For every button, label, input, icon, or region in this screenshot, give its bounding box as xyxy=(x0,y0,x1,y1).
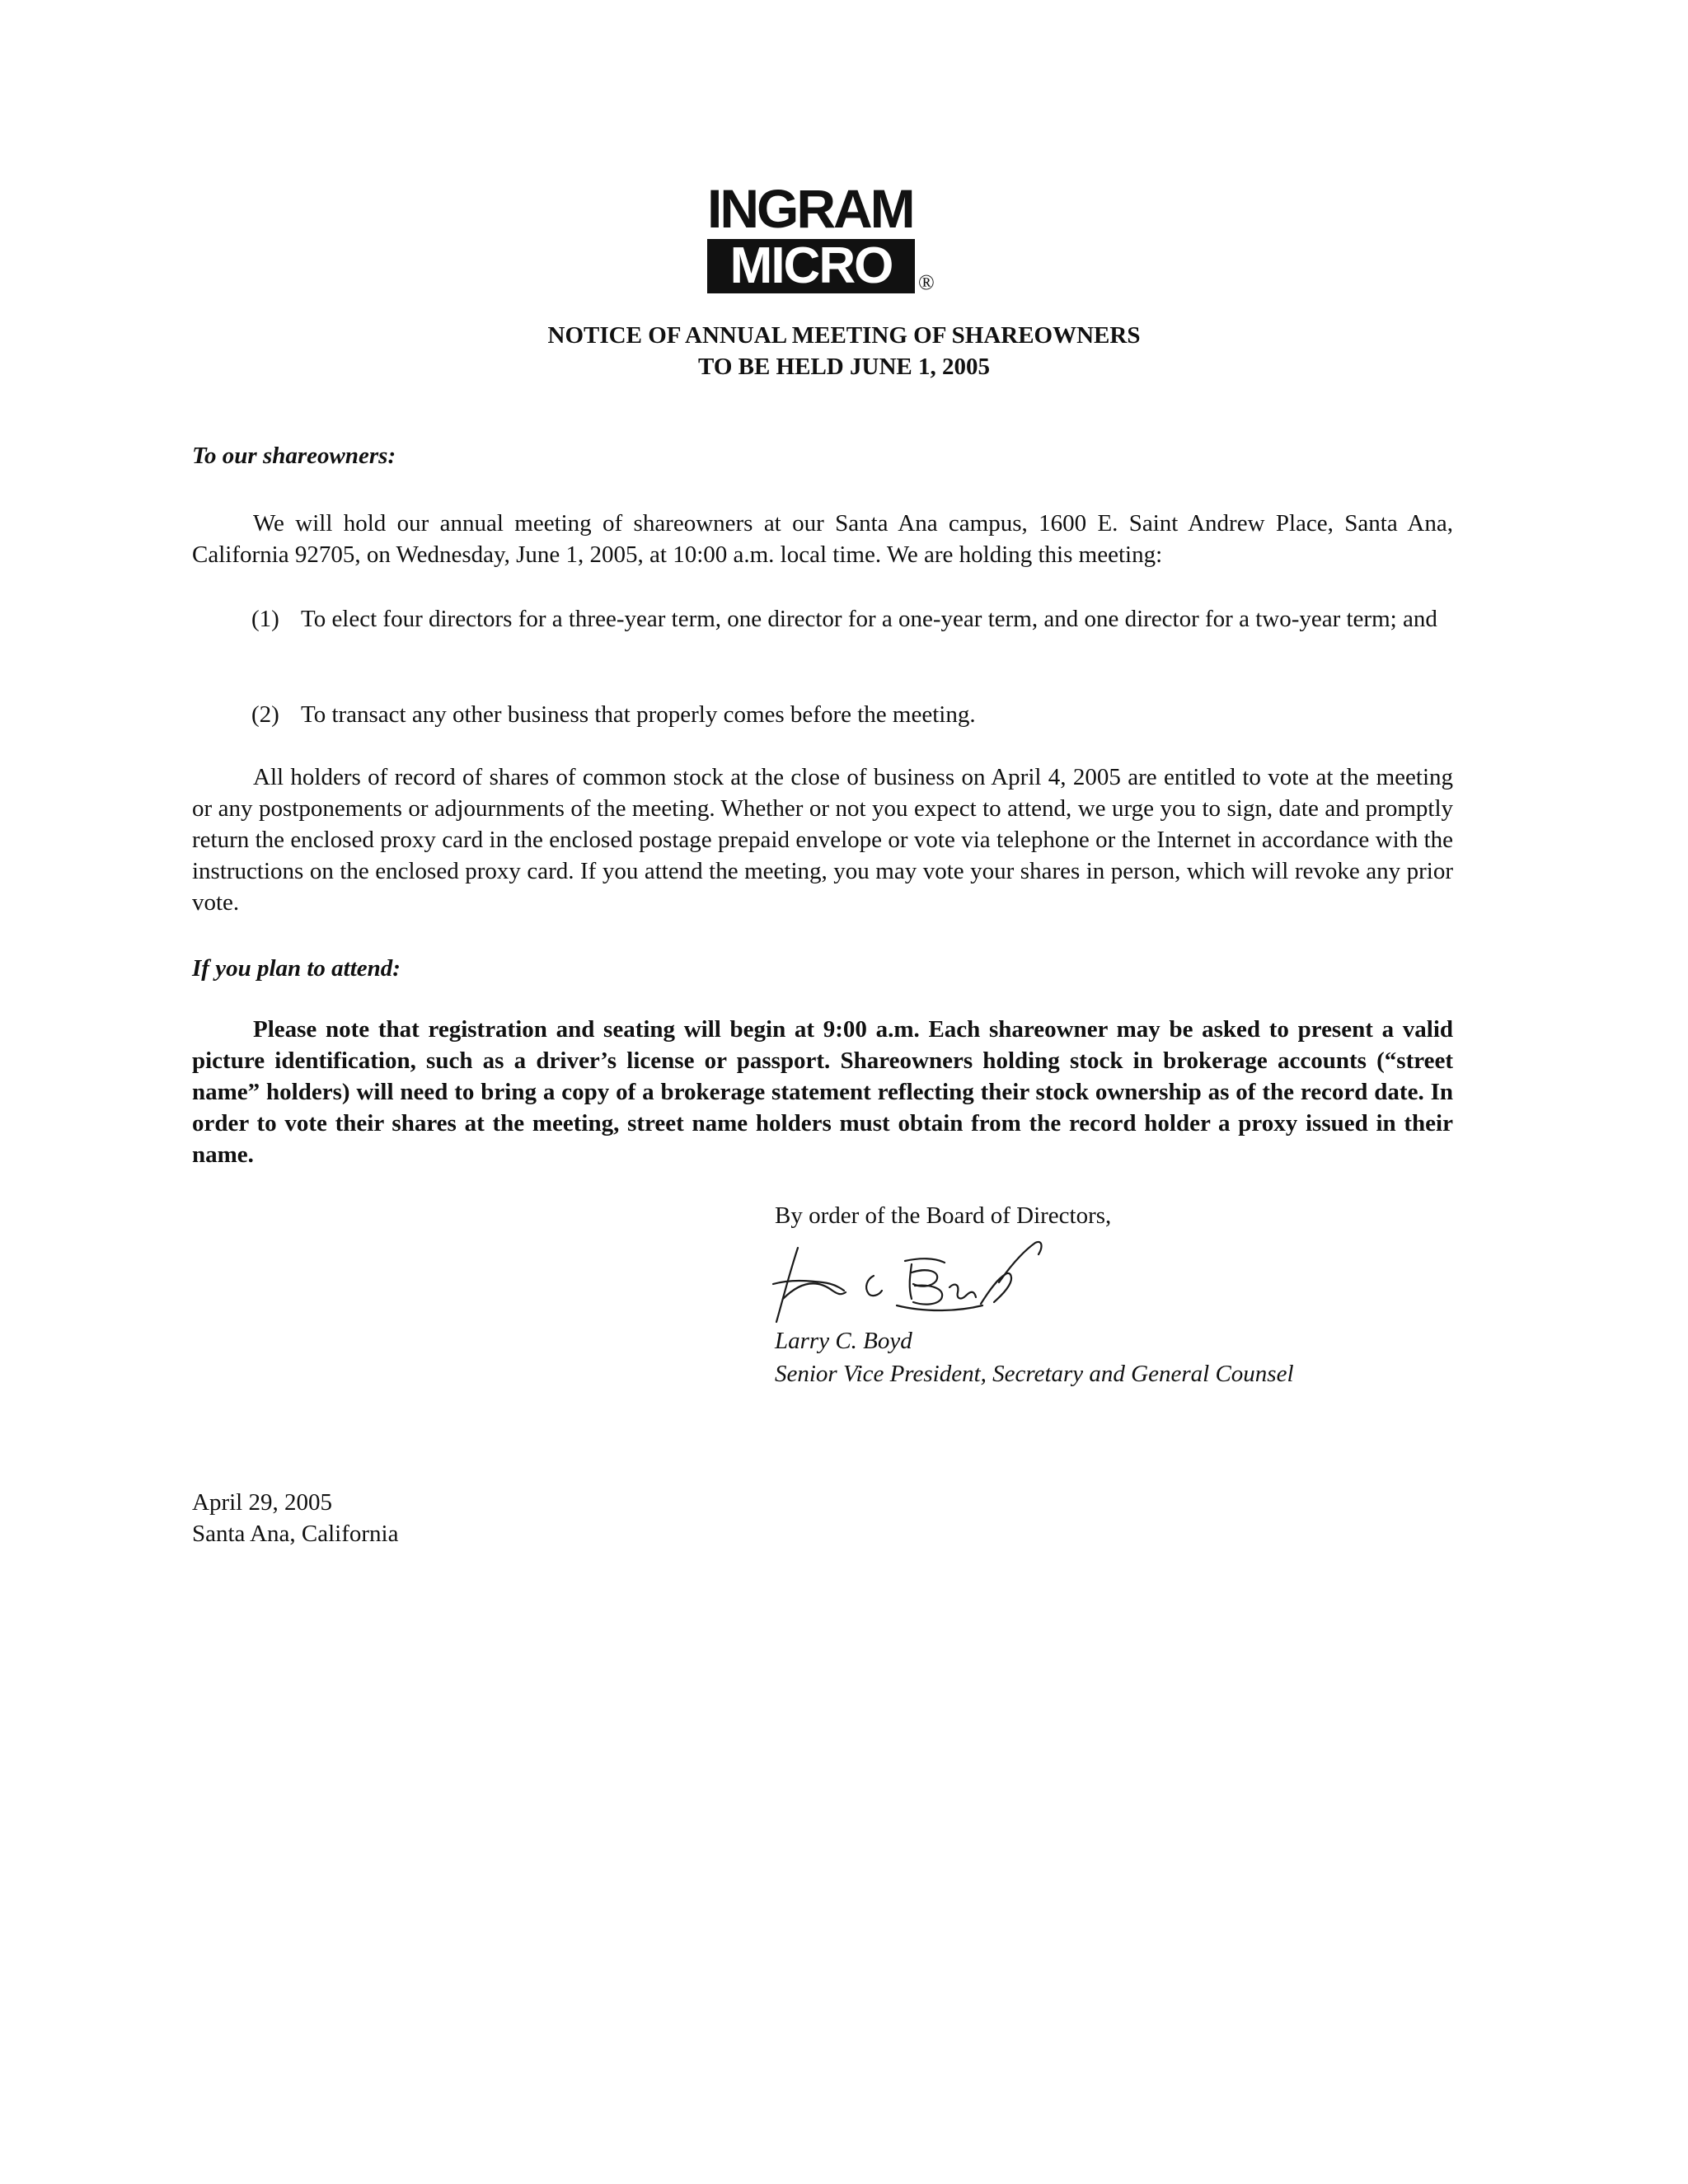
closing-line: By order of the Board of Directors, xyxy=(775,1202,1112,1229)
agenda-item-text: To elect four directors for a three-year term, one director for a one-year term, and one director for a two-year term; and xyxy=(301,606,1437,632)
title-line-1: NOTICE OF ANNUAL MEETING OF SHAREOWNERS xyxy=(547,322,1141,349)
logo-top-word: INGRAM xyxy=(707,178,913,239)
company-logo xyxy=(707,178,954,297)
logo-bottom-word: MICRO xyxy=(729,237,893,294)
agenda-item-text: To transact any other business that properly comes before the meeting. xyxy=(301,701,976,728)
signer-title: Senior Vice President, Secretary and General Counsel xyxy=(775,1361,1294,1387)
signer-name: Larry C. Boyd xyxy=(775,1328,912,1354)
document-place: Santa Ana, California xyxy=(192,1521,399,1547)
agenda-item-number: (2) xyxy=(251,701,279,728)
notice-title xyxy=(0,320,1688,382)
salutation: To our shareowners: xyxy=(192,443,396,469)
registered-mark: ® xyxy=(918,270,935,294)
agenda-item-number: (1) xyxy=(251,606,279,632)
record-date-paragraph: All holders of record of shares of common stock at the close of business on April 4, 2005 are entitled to vote at the meeting or any postponements or adjournments of the meeting. Whether or not you expect to attend, we urge you to sign, date and promptly return the enclosed proxy card in the enclosed postage prepaid envelope or vote via telephone or the Internet in accordance with the instructions on the enclosed proxy card. If you attend the meeting, you may vote your shares in person, which will revoke any prior vote. xyxy=(192,764,1453,916)
title-line-2: TO BE HELD JUNE 1, 2005 xyxy=(698,354,990,380)
attend-heading: If you plan to attend: xyxy=(192,955,401,982)
attend-paragraph: Please note that registration and seating will begin at 9:00 a.m. Each shareowner may be asked to present a valid picture identification, such as a driver’s license or passport. Shareowners holding stock in brokerage accounts (“street name” holders) will need to bring a copy of a brokerage statement reflecting their stock ownership as of the record date. In order to vote their shares at the meeting, street name holders must obtain from the record holder a proxy issued in their name. xyxy=(192,1016,1453,1168)
intro-paragraph: We will hold our annual meeting of shareowners at our Santa Ana campus, 1600 E. Saint Andrew Place, Santa Ana, California 92705, on Wednesday, June 1, 2005, at 10:00 a.m. local time. We are holding this meeting: xyxy=(192,510,1453,568)
document-date: April 29, 2005 xyxy=(192,1489,332,1516)
handwritten-signature xyxy=(758,1233,1104,1332)
